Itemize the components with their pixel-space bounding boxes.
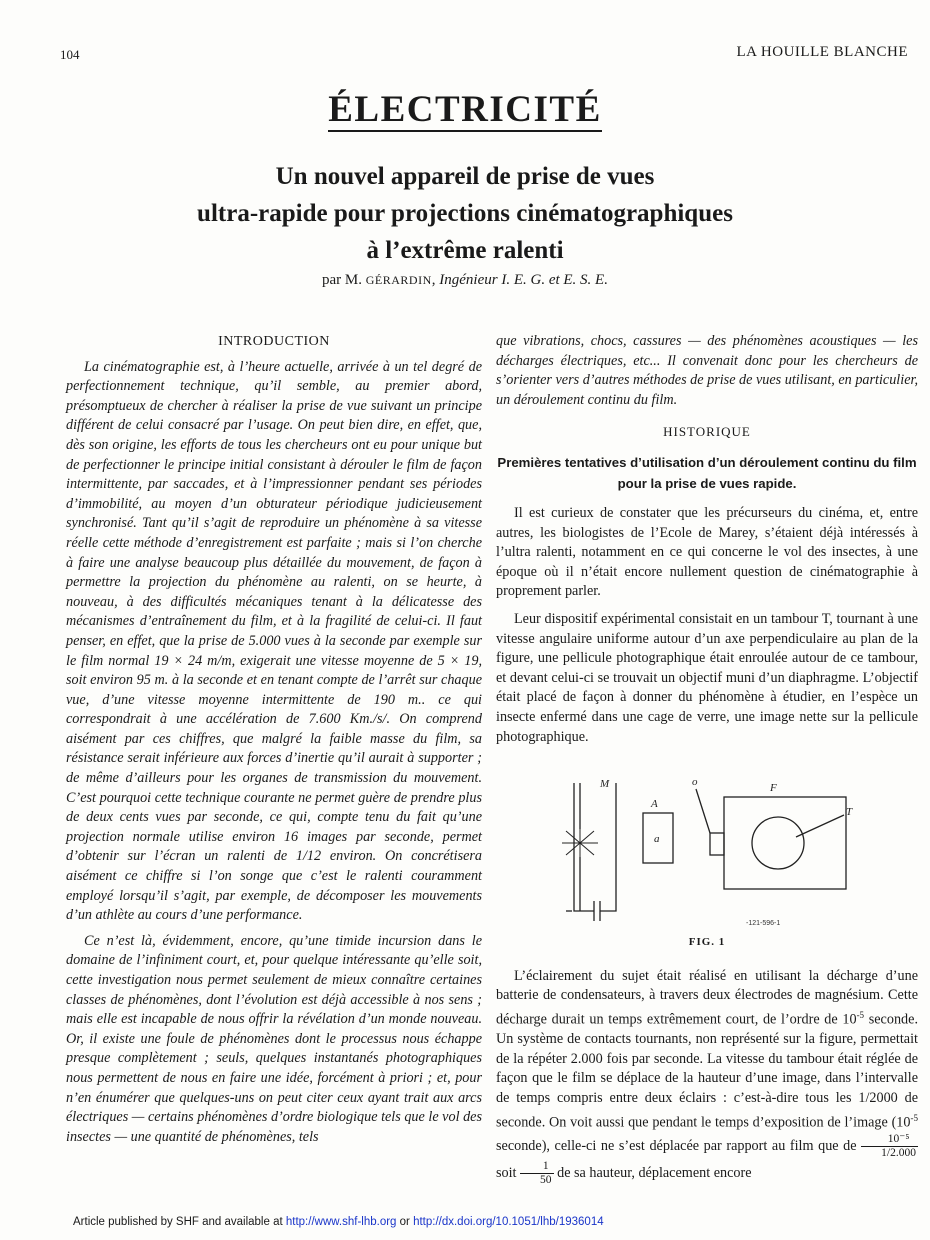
title-line: Un nouvel appareil de prise de vues [275,163,655,190]
label-a-upper: A [651,798,658,811]
introduction-heading: INTRODUCTION [218,334,330,349]
figure-1 [496,769,918,939]
text-run: soit [496,1164,521,1181]
exponent: -5 [856,1009,865,1020]
body-paragraph-last [496,967,918,1187]
label-o: o [692,776,698,789]
exponent: -5 [910,1112,918,1123]
fraction [861,1133,918,1160]
section-title [0,88,930,131]
right-column [496,332,918,1187]
objective-leader [696,789,710,833]
fraction-denominator: 50 [540,1173,552,1186]
footer-link-doi[interactable]: http://dx.doi.org/10.1051/lhb/1936014 [413,1216,604,1228]
footer-link-shf[interactable]: http://www.shf-lhb.org [285,1216,397,1228]
footer [73,1216,604,1228]
figure-1-diagram [496,769,918,939]
fraction-numerator: 10⁻⁵ [861,1133,918,1147]
drum [752,817,804,869]
byline-comma: , [431,272,440,288]
historique-heading: HISTORIQUE [663,424,751,440]
section-title-text: ÉLECTRICITÉ [328,89,602,130]
footer-text: Article published by SHF and available at [73,1216,286,1228]
byline-affiliation: Ingénieur I. E. G. et E. S. E. [439,272,608,288]
continuation-paragraph: que vibrations, chocs, cassures — des phénomènes acoustiques — les décharges électriques, etc... Il convenait donc pour les chercheurs de s’orienter vers d’autres méthodes de prise de vues utilisant, en particulier, un déroulement continu du film. [496,333,918,408]
byline-author: GÉRARDIN [365,273,432,287]
label-t: T [846,806,853,819]
historique-subheading: Premières tentatives d’utilisation d’un déroulement continu du film pour la prise de vues rapide. [497,454,917,491]
text-run: seconde), celle-ci ne s’est déplacée par rapport au film que de [496,1137,862,1154]
fraction-numerator: 1 [520,1160,554,1174]
camera-box [724,797,846,889]
figure-caption: FIG. 1 [688,936,726,949]
byline [0,272,930,289]
objective [710,833,724,855]
label-m: M [600,778,610,791]
byline-prefix: par M. [322,272,366,288]
body-paragraph: Leur dispositif expérimental consistait en un tambour T, tournant à une vitesse angulaire uniforme autour d’un axe perpendiculaire au plan de la figure, une pellicule photographique était enroulée autour de ce tambour, et devant celui-ci se trouvait un objectif muni d’un diaphragme. L’objectif était placé de façon à donner du phénomène à étudier, en l’espèce un insecte enfermé dans une cage de verre, une image nette sur la pellicule photographique. [496,610,918,745]
body-paragraph: Ce n’est là, évidemment, encore, qu’une timide incursion dans le domaine de l’infiniment court, et, pour quelque intéressante qu’elle soit, cette investigation nous permet seulement de mieux connaître certaines classes de phénomènes, dont l’évolution est déjà accessible à nos sens ; mais elle est incapable de nous offrir la révélation d’un monde nouveau. Or, il existe une foule de phénomènes dont le processus nous échappe presque complètement ; seuls, quelques instantanés photographiques nous permettent de nous en faire une idée, forcément à priori ; et, pour n’en énumérer que quelques-uns on peut citer ceux ayant trait aux arcs électriques — certains phénomènes d’ordre biologique tels que le vol des insectes — une quantité de phénomènes, tels [66,932,482,1145]
spark [562,825,598,861]
text-run: de sa hauteur, déplacement encore [553,1164,752,1181]
label-a-lower: a [654,833,660,846]
fraction-denominator: 1/2.000 [881,1146,916,1159]
label-f: F [770,782,777,795]
text-run: L’éclairement du sujet était réalisé en utilisant la décharge d’une batterie de condensateurs, à travers deux électrodes de magnésium. Cette décharge durait un temps extrêmement court, de l’ordre de 10 [496,967,918,1028]
body-paragraph: La cinématographie est, à l’heure actuelle, arrivée à un tel degré de perfectionnement technique, qu’il semble, au premier abord, présomptueux de chercher à réaliser la prise de vue suivant un principe différent de celui consacré par l’usage. On peut bien dire, en effet, que, dès son origine, les efforts de tous les chercheurs ont eu pour unique but de perfectionner le principe initial consistant à dérouler le film de façon intermittente, par saccades, et à l’impressionner pendant ses périodes d’immobilité, au moyen d’un obturateur périodique judicieusement synchronisé. Tant qu’il s’agit de reproduire un phénomène à sa vitesse réelle cette méthode d’enregistrement est parfaite ; mais si l’on cherche à faire une analyse beaucoup plus détaillée du mouvement, de façon à permettre la projection du phénomène au ralenti, on se heurte, à nouveau, à des difficultés mécaniques tenant à la délicatesse des mécanismes d’entraînement du film, et à la fragilité de celui-ci. Il faut penser, en effet, que la prise de 5.000 vues à la seconde par exemple sur le film normal 19 × 24 m/m, exigerait une vitesse moyenne de 5 × 19, soit environ 95 m. à la seconde et en tenant compte de l’arrêt sur chaque vue, d’une vitesse moyenne intermittente de 190 m.. ce qui correspondrait à une accélération de 7.600 Km./s/. On comprend aisément par ces chiffres, que malgré la faible masse du film, sa résistance serait inférieure aux forces d’inertie qu’il aurait à supporter ; de même d’ailleurs pour les organes de transmission du mouvement. C’est pourquoi cette technique courante ne permet guère de prendre plus de deux cents vues par seconde, ce qui, compte tenu du fait qu’une projection normale utilise environ 16 images par seconde, permet d’obtenir sur l’écran un ralenti de 1/12 environ. On concrétisera aisément ce chiffre si l’on songe que c’est le ralenti couramment employé lorsqu’il s’agit, par exemple, de décomposer les mouvements d’un athlète au cours d’une performance. [66,358,482,924]
title-line: ultra-rapide pour projections cinématographiques [197,200,733,227]
body-paragraph: Il est curieux de constater que les précurseurs du cinéma, et, entre autres, les biologistes de l’Ecole de Marey, s’étaient déjà intéressés à l’ultra ralenti, notamment en ce qui concerne le vol des insectes, à une époque où il n’était encore nullement question de cinématographie à proprement parler. [496,504,918,600]
circuit-wire-right [600,783,616,911]
drum-leader [796,815,844,837]
capacitor [594,901,600,921]
figure-reference: -121-596-1 [746,920,781,928]
page-number: 104 [60,47,80,62]
journal-name: LA HOUILLE BLANCHE [736,44,908,60]
left-column [66,332,482,1147]
footer-or: or [396,1216,414,1228]
fraction [520,1160,554,1187]
text-run: seconde. Un système de contacts tournants, non représenté sur la figure, permettait de la répéter 2.000 fois par seconde. La vitesse du tambour était réglée de façon que le film se déplace de la hauteur d’une image, dans l’intervalle de temps compris entre deux éclairs : c’est-à-dire tous les 1/2000 de seconde. On voit aussi que pendant le temps d’exposition de l’image (10 [496,1011,918,1131]
article-title [0,158,930,269]
title-line: à l’extrême ralenti [366,237,564,264]
